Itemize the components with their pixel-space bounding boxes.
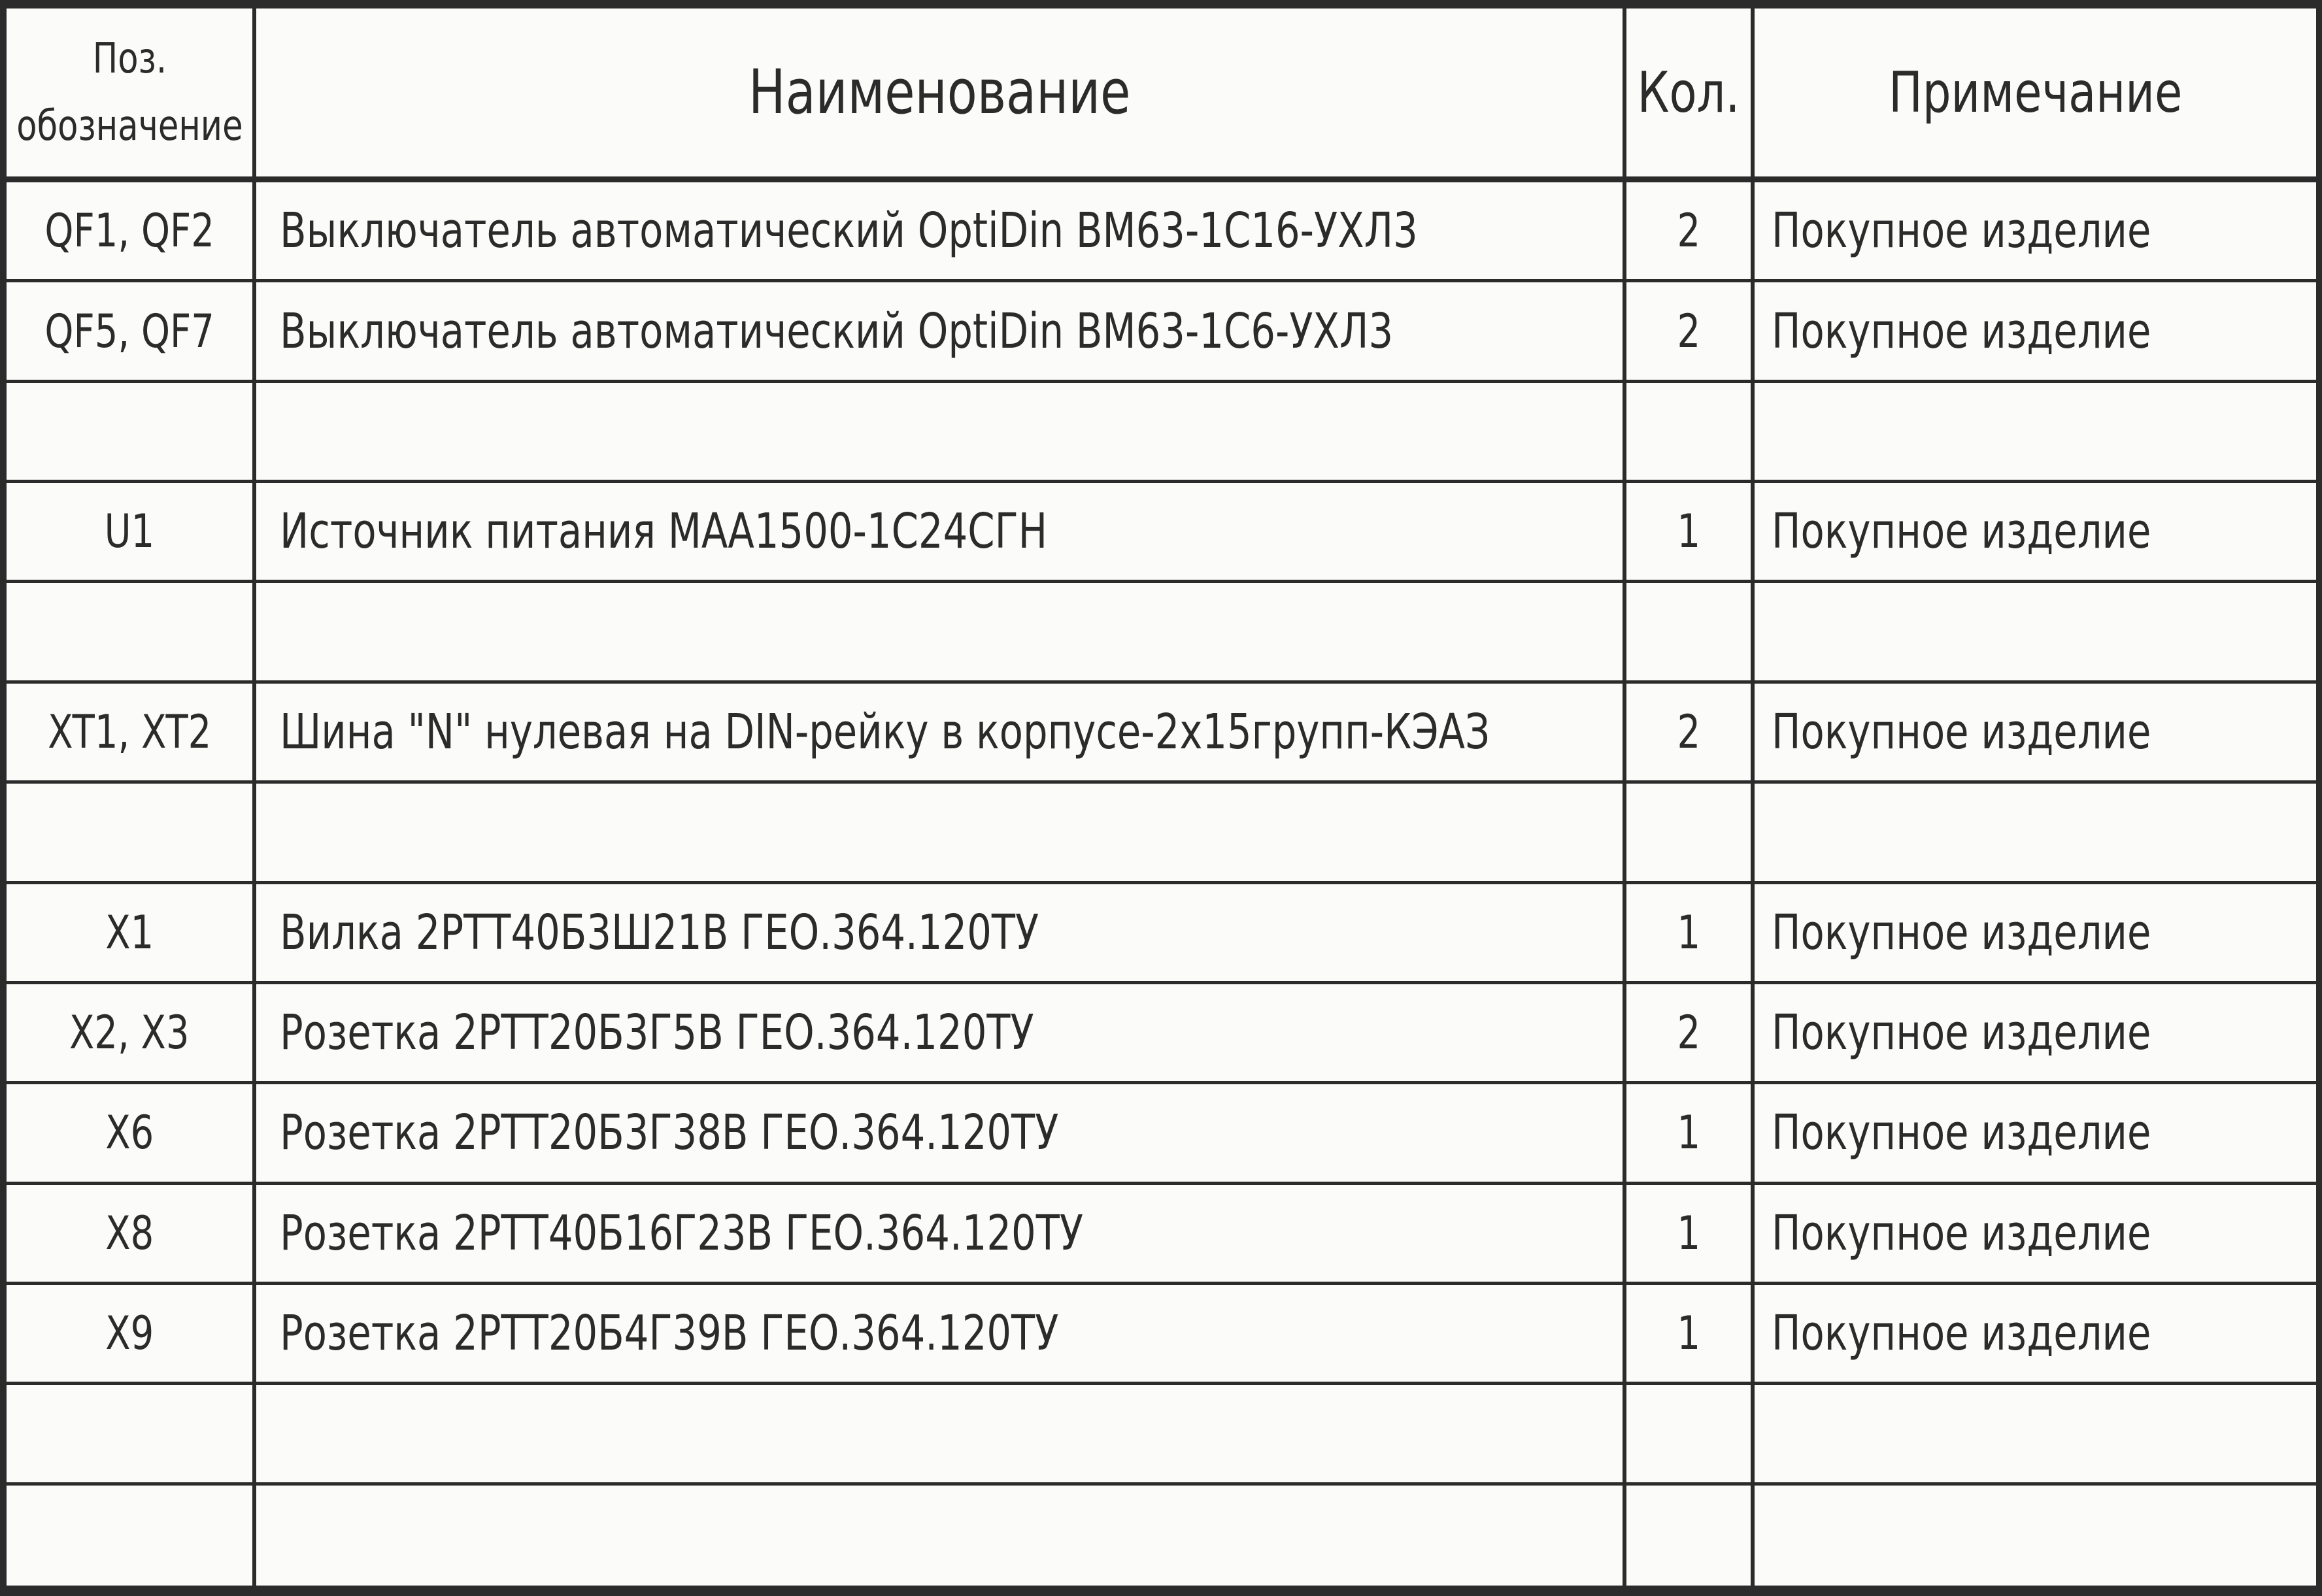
note-cell [1755,1385,2316,1485]
note-cell [1755,1084,2316,1184]
name-cell [256,1385,1626,1485]
pos-cell [7,282,256,382]
name-cell [256,182,1626,282]
note-cell [1755,684,2316,784]
note-cell [1755,483,2316,583]
pos-cell [7,684,256,784]
name-value: Источник питания МАА1500-1С24СГН [280,503,1048,560]
note-cell [1755,282,2316,382]
name-cell [256,984,1626,1084]
name-value: Выключатель автоматический OptiDin ВМ63-1С16-УХЛ3 [280,203,1418,259]
pos-value: X1 [105,905,154,959]
header-name [256,8,1626,182]
pos-cell [7,884,256,984]
qty-value: 2 [1677,204,1700,258]
qty-cell [1626,583,1755,683]
qty-cell [1626,684,1755,784]
qty-cell [1626,1185,1755,1285]
name-cell [256,383,1626,483]
note-value: Покупное изделие [1772,1005,2151,1061]
note-cell [1755,583,2316,683]
header-qty-label: Кол. [1637,59,1740,125]
header-note [1755,8,2316,182]
name-value: Розетка 2РТТ20Б3Г5В ГЕО.364.120ТУ [280,1005,1034,1061]
header-note-label: Примечание [1888,59,2183,125]
pos-value: U1 [104,505,155,559]
name-cell [256,282,1626,382]
pos-value: QF1, QF2 [44,204,214,258]
name-cell [256,884,1626,984]
header-pos-designation [7,8,256,182]
pos-value: XT1, XT2 [47,705,212,759]
qty-cell [1626,1084,1755,1184]
qty-value: 1 [1677,905,1700,959]
name-cell [256,684,1626,784]
pos-cell [7,984,256,1084]
note-value: Покупное изделие [1772,203,2151,259]
note-value: Покупное изделие [1772,1105,2151,1161]
note-cell [1755,1185,2316,1285]
qty-value: 1 [1677,1206,1700,1260]
name-value: Выключатель автоматический OptiDin ВМ63-1С6-УХЛ3 [280,303,1394,359]
header-qty [1626,8,1755,182]
name-cell [256,1185,1626,1285]
note-value: Покупное изделие [1772,303,2151,359]
pos-cell [7,383,256,483]
qty-cell [1626,483,1755,583]
name-cell [256,784,1626,884]
qty-cell [1626,1486,1755,1586]
qty-cell [1626,984,1755,1084]
qty-value: 1 [1677,1106,1700,1160]
qty-value: 1 [1677,505,1700,559]
pos-value: X6 [105,1106,154,1160]
note-cell [1755,784,2316,884]
qty-cell [1626,1385,1755,1485]
header-pos-label: Поз. обозначение [16,35,243,150]
note-value: Покупное изделие [1772,904,2151,961]
qty-cell [1626,784,1755,884]
pos-value: QF5, QF7 [44,304,214,358]
name-cell [256,483,1626,583]
name-cell [256,1486,1626,1586]
qty-cell [1626,182,1755,282]
header-name-label: Наименование [748,57,1131,128]
pos-cell [7,1185,256,1285]
pos-cell [7,1486,256,1586]
qty-value: 2 [1677,304,1700,358]
qty-value: 2 [1677,705,1700,759]
note-cell [1755,1486,2316,1586]
pos-cell [7,1084,256,1184]
qty-cell [1626,1285,1755,1385]
name-value: Розетка 2РТТ20Б4Г39В ГЕО.364.120ТУ [280,1305,1059,1362]
name-value: Вилка 2РТТ40Б3Ш21В ГЕО.364.120ТУ [280,904,1039,961]
pos-value: X8 [105,1206,154,1260]
note-cell [1755,884,2316,984]
qty-cell [1626,282,1755,382]
name-cell [256,1285,1626,1385]
note-cell [1755,182,2316,282]
pos-cell [7,1385,256,1485]
note-cell [1755,383,2316,483]
note-cell [1755,984,2316,1084]
qty-value: 2 [1677,1006,1700,1060]
note-value: Покупное изделие [1772,503,2151,560]
name-value: Розетка 2РТТ20Б3Г38В ГЕО.364.120ТУ [280,1105,1059,1161]
qty-cell [1626,383,1755,483]
pos-cell [7,1285,256,1385]
name-cell [256,583,1626,683]
note-cell [1755,1285,2316,1385]
pos-cell [7,583,256,683]
qty-cell [1626,884,1755,984]
pos-value: X2, X3 [69,1006,190,1060]
name-value: Розетка 2РТТ40Б16Г23В ГЕО.364.120ТУ [280,1205,1083,1261]
pos-cell [7,182,256,282]
note-value: Покупное изделие [1772,1305,2151,1362]
pos-cell [7,483,256,583]
pos-cell [7,784,256,884]
note-value: Покупное изделие [1772,1205,2151,1261]
name-cell [256,1084,1626,1184]
name-value: Шина "N" нулевая на DIN-рейку в корпусе-2х15групп-КЭАЗ [280,703,1490,760]
pos-value: X9 [105,1306,154,1361]
note-value: Покупное изделие [1772,703,2151,760]
qty-value: 1 [1677,1306,1700,1361]
